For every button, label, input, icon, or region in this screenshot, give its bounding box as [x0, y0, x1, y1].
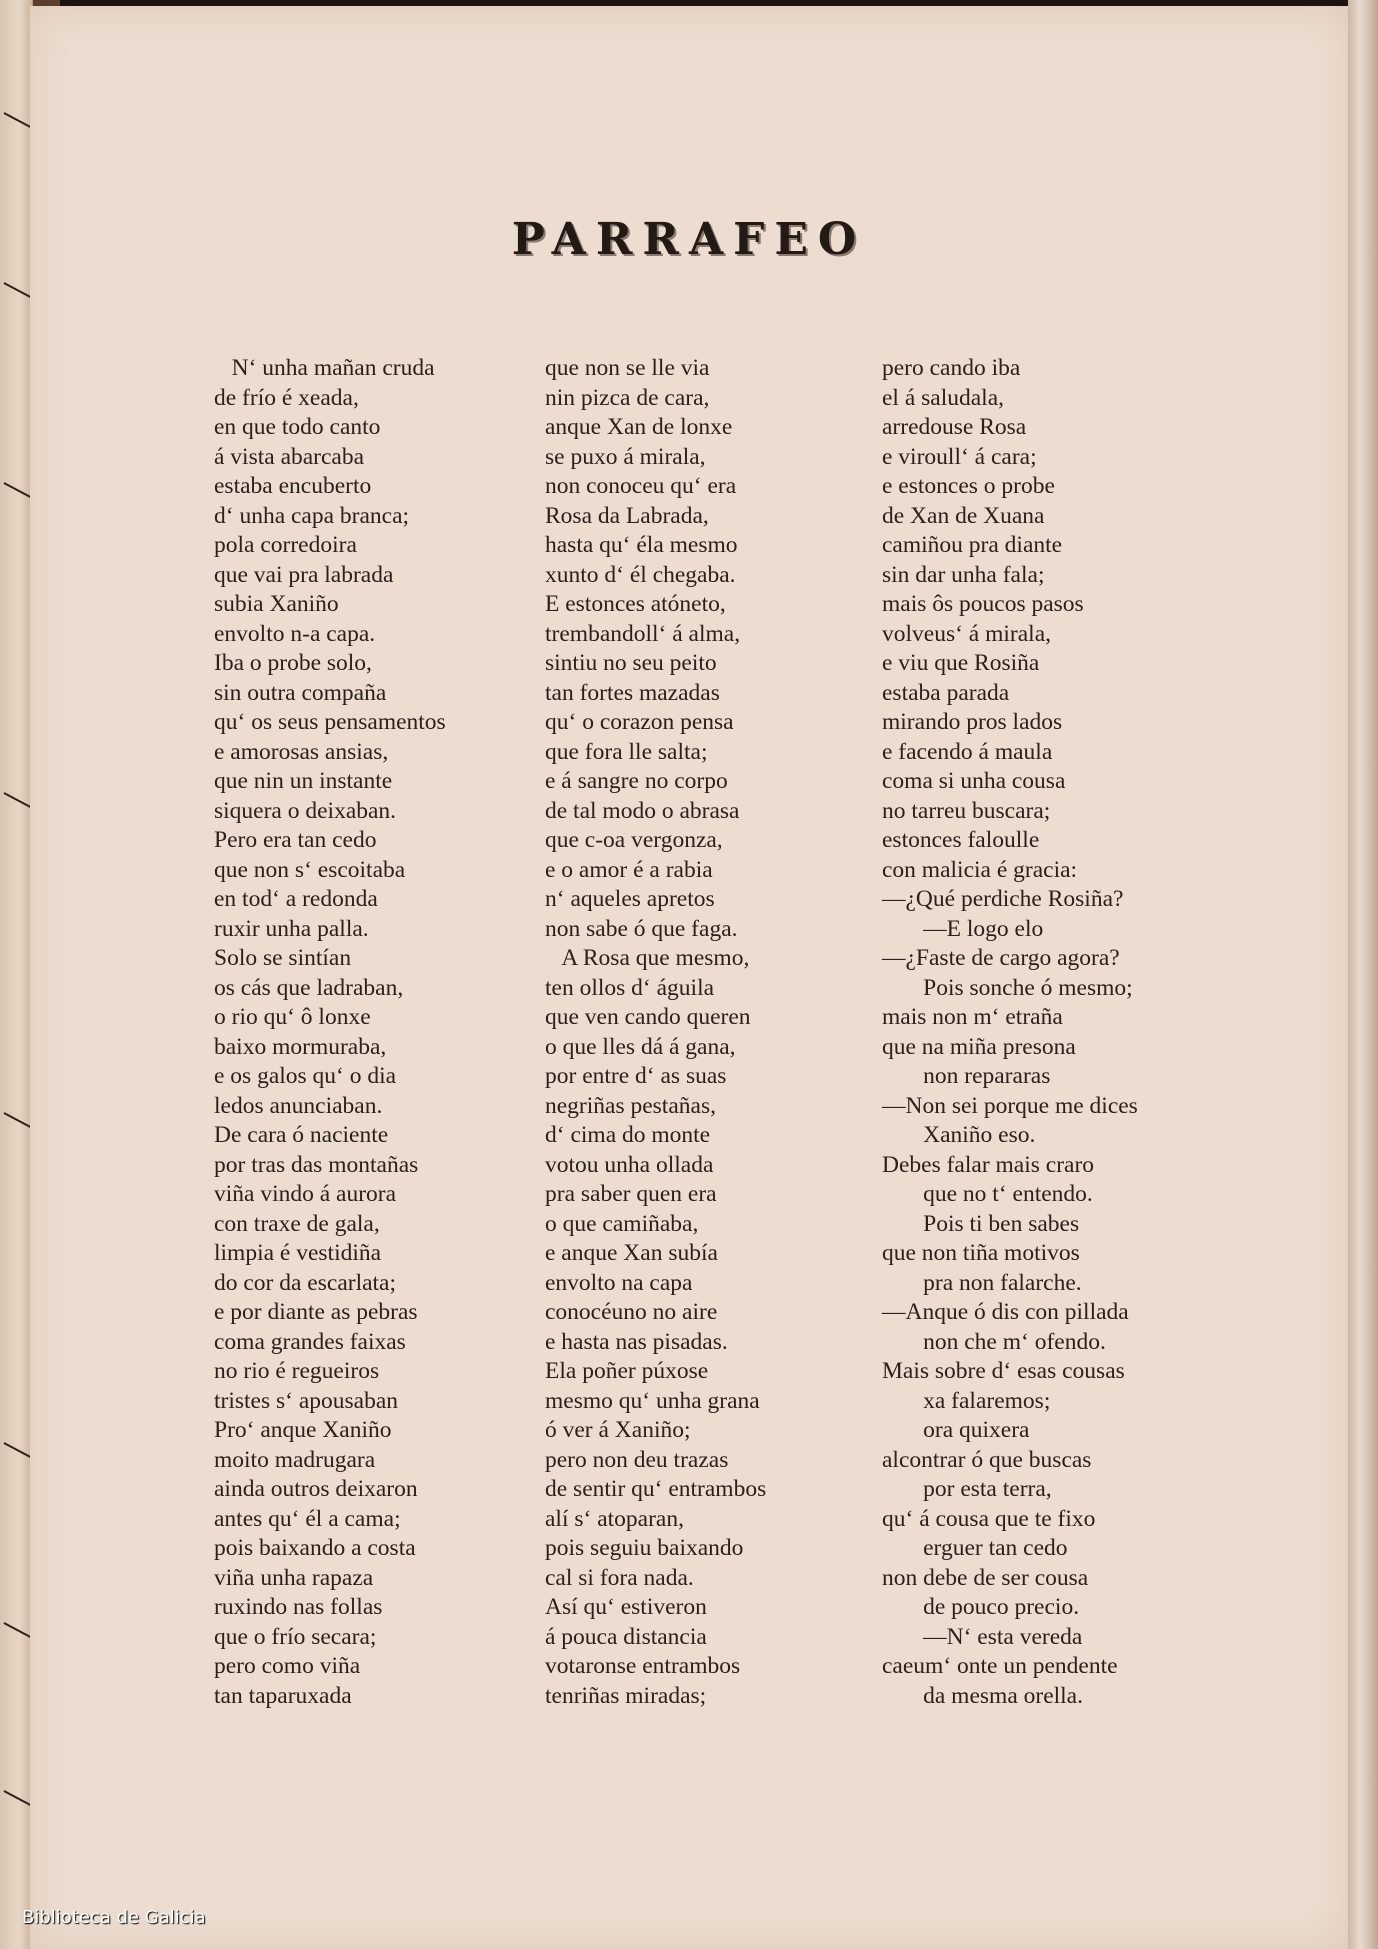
poem-line: por tras das montañas: [214, 1151, 419, 1178]
poem-line: e por diante as pebras: [214, 1299, 418, 1325]
poem-line: en que todo canto: [214, 414, 381, 440]
poem-line: tan fortes mazadas: [545, 679, 720, 706]
poem-line: —N‘ esta vereda: [882, 1623, 1083, 1650]
poem-line: que vai pra labrada: [214, 561, 394, 588]
document-page: [30, 6, 1348, 1949]
poem-column-3: [882, 354, 1138, 1711]
poem-line: viña unha rapaza: [214, 1564, 374, 1591]
poem-line: arredouse Rosa: [882, 414, 1027, 440]
poem-line: estaba parada: [882, 679, 1010, 706]
poem-line: que no t‘ entendo.: [882, 1181, 1093, 1207]
poem-line: estonces faloulle: [882, 827, 1040, 853]
poem-line: que c-oa vergonza,: [545, 827, 723, 853]
poem-line: e facendo á maula: [882, 738, 1053, 765]
poem-line: Pois ti ben sabes: [882, 1210, 1080, 1237]
poem-line: que nin un instante: [214, 768, 393, 794]
poem-line: de frío é xeada,: [214, 384, 359, 411]
poem-line: no rio é regueiros: [214, 1358, 380, 1384]
poem-line: Pois sonche ó mesmo;: [882, 974, 1133, 1001]
poem-line: pra saber quen era: [545, 1181, 717, 1207]
poem-line: coma si unha cousa: [882, 768, 1066, 794]
poem-line: anque Xan de lonxe: [545, 414, 733, 440]
poem-column-1: [214, 354, 446, 1711]
book-binding: [0, 0, 33, 1949]
poem-line: pois seguiu baixando: [545, 1535, 744, 1561]
poem-line: envolto n-a capa.: [214, 620, 376, 647]
poem-line: mais non m‘ etraña: [882, 1004, 1063, 1030]
poem-line: n‘ aqueles apretos: [545, 886, 715, 912]
poem-line: qu‘ o corazon pensa: [545, 709, 734, 735]
poem-line: con malicia é gracia:: [882, 856, 1078, 883]
poem-line: subia Xaniño: [214, 591, 339, 617]
poem-line: pero non deu trazas: [545, 1446, 729, 1473]
poem-line: alcontrar ó que buscas: [882, 1446, 1092, 1473]
poem-line: ledos anunciaban.: [214, 1092, 383, 1119]
poem-line: por esta terra,: [882, 1476, 1052, 1502]
poem-line: e á sangre no corpo: [545, 768, 728, 794]
poem-line: pola corredoira: [214, 532, 357, 558]
poem-line: Solo se sintían: [214, 945, 352, 971]
poem-line: non debe de ser cousa: [882, 1564, 1089, 1591]
poem-line: que non tiña motivos: [882, 1240, 1080, 1266]
poem-line: sin outra compaña: [214, 679, 387, 706]
poem-line: e viroull‘ á cara;: [882, 443, 1037, 470]
poem-line: non che m‘ ofendo.: [882, 1328, 1106, 1355]
poem-line: hasta qu‘ éla mesmo: [545, 532, 738, 558]
poem-line: votou unha ollada: [545, 1151, 714, 1178]
poem-line: nin pizca de cara,: [545, 384, 710, 411]
poem-line: d‘ cima do monte: [545, 1122, 711, 1148]
poem-line: de pouco precio.: [882, 1594, 1080, 1620]
poem-line: pra non falarche.: [882, 1269, 1082, 1296]
poem-line: viña vindo á aurora: [214, 1181, 397, 1207]
poem-line: á pouca distancia: [545, 1623, 707, 1650]
poem-line: mesmo qu‘ unha grana: [545, 1387, 760, 1414]
poem-line: —¿Faste de cargo agora?: [882, 945, 1120, 971]
poem-line: mirando pros lados: [882, 709, 1063, 735]
poem-line: e o amor é a rabia: [545, 856, 713, 883]
poem-line: tenriñas miradas;: [545, 1682, 707, 1709]
poem-line: que non s‘ escoitaba: [214, 856, 406, 883]
poem-line: da mesma orella.: [882, 1682, 1083, 1709]
poem-line: que o frío secara;: [214, 1623, 377, 1650]
poem-line: pero como viña: [214, 1653, 361, 1679]
poem-line: ó ver á Xaniño;: [545, 1417, 691, 1443]
poem-line: que non se lle via: [545, 355, 710, 381]
poem-line: A Rosa que mesmo,: [545, 945, 750, 971]
poem-line: que fora lle salta;: [545, 738, 708, 765]
poem-line: que na miña presona: [882, 1033, 1076, 1060]
poem-line: Xaniño eso.: [882, 1122, 1036, 1148]
poem-line: qu‘ á cousa que te fixo: [882, 1505, 1096, 1532]
poem-line: cal si fora nada.: [545, 1564, 694, 1591]
poem-line: e os galos qu‘ o dia: [214, 1063, 397, 1089]
poem-line: pero cando iba: [882, 355, 1021, 381]
poem-line: votaronse entrambos: [545, 1653, 741, 1679]
poem-line: que ven cando queren: [545, 1004, 751, 1030]
poem-line: N‘ unha mañan cruda: [214, 355, 435, 381]
poem-line: envolto na capa: [545, 1269, 693, 1296]
poem-line: E estonces atóneto,: [545, 591, 726, 617]
poem-line: o rio qu‘ ô lonxe: [214, 1004, 371, 1030]
page-edge: [1348, 0, 1378, 1949]
poem-line: e hasta nas pisadas.: [545, 1328, 728, 1355]
poem-line: volveus‘ á mirala,: [882, 620, 1052, 647]
poem-line: o que camiñaba,: [545, 1210, 699, 1237]
poem-line: de tal modo o abrasa: [545, 797, 740, 824]
poem-line: á vista abarcaba: [214, 443, 365, 470]
poem-line: qu‘ os seus pensamentos: [214, 709, 446, 735]
poem-title: PARRAFEO: [511, 214, 867, 265]
poem-line: non sabe ó que faga.: [545, 915, 738, 942]
poem-line: De cara ó naciente: [214, 1122, 389, 1148]
poem-line: —Non sei porque me dices: [882, 1092, 1138, 1119]
poem-line: trembandoll‘ á alma,: [545, 620, 741, 647]
poem-line: ainda outros deixaron: [214, 1476, 418, 1502]
poem-line: tristes s‘ apousaban: [214, 1387, 399, 1414]
poem-line: antes qu‘ él a cama;: [214, 1505, 401, 1532]
poem-line: e anque Xan subía: [545, 1240, 718, 1266]
poem-line: ruxir unha palla.: [214, 915, 369, 942]
poem-line: sintiu no seu peito: [545, 650, 717, 676]
poem-line: xa falaremos;: [882, 1387, 1051, 1414]
poem-line: d‘ unha capa branca;: [214, 502, 410, 529]
poem-line: erguer tan cedo: [882, 1535, 1068, 1561]
poem-line: e viu que Rosiña: [882, 650, 1040, 676]
poem-line: siquera o deixaban.: [214, 797, 397, 824]
poem-line: coma grandes faixas: [214, 1328, 406, 1355]
poem-line: estaba encuberto: [214, 473, 372, 499]
poem-line: sin dar unha fala;: [882, 561, 1045, 588]
poem-line: Debes falar mais craro: [882, 1151, 1095, 1178]
poem-line: tan taparuxada: [214, 1682, 352, 1709]
poem-line: Rosa da Labrada,: [545, 502, 709, 529]
poem-line: ruxindo nas follas: [214, 1594, 383, 1620]
poem-line: caeum‘ onte un pendente: [882, 1653, 1118, 1679]
poem-line: se puxo á mirala,: [545, 443, 706, 470]
poem-line: alí s‘ atoparan,: [545, 1505, 684, 1532]
poem-line: —E logo elo: [882, 915, 1044, 942]
poem-line: e amorosas ansias,: [214, 738, 389, 765]
poem-line: os cás que ladraban,: [214, 974, 404, 1001]
poem-line: de Xan de Xuana: [882, 502, 1045, 529]
poem-line: —¿Qué perdiche Rosiña?: [882, 886, 1124, 912]
poem-line: Iba o probe solo,: [214, 650, 372, 676]
poem-line: Mais sobre d‘ esas cousas: [882, 1358, 1125, 1384]
poem-line: el á saludala,: [882, 384, 1005, 411]
poem-line: conocéuno no aire: [545, 1299, 718, 1325]
poem-line: con traxe de gala,: [214, 1210, 380, 1237]
poem-line: xunto d‘ él chegaba.: [545, 561, 736, 588]
poem-line: no tarreu buscara;: [882, 797, 1051, 824]
poem-line: non conoceu qu‘ era: [545, 473, 737, 499]
poem-line: en tod‘ a redonda: [214, 886, 378, 912]
poem-line: o que lles dá á gana,: [545, 1033, 736, 1060]
poem-line: por entre d‘ as suas: [545, 1063, 727, 1089]
poem-line: ten ollos d‘ águila: [545, 974, 715, 1001]
poem-line: Pro‘ anque Xaniño: [214, 1417, 392, 1443]
poem-line: moito madrugara: [214, 1446, 376, 1473]
poem-line: do cor da escarlata;: [214, 1269, 397, 1296]
poem-line: negriñas pestañas,: [545, 1092, 716, 1119]
poem-line: ora quixera: [882, 1417, 1030, 1443]
poem-line: Ela poñer púxose: [545, 1358, 709, 1384]
library-watermark: Biblioteca de Galicia: [22, 1907, 206, 1928]
poem-line: mais ôs poucos pasos: [882, 591, 1084, 617]
poem-line: e estonces o probe: [882, 473, 1055, 499]
poem-line: limpia é vestidiña: [214, 1240, 382, 1266]
poem-line: camiñou pra diante: [882, 532, 1063, 558]
poem-line: non repararas: [882, 1063, 1051, 1089]
poem-line: —Anque ó dis con pillada: [882, 1299, 1129, 1325]
poem-line: de sentir qu‘ entrambos: [545, 1476, 767, 1502]
poem-line: baixo mormuraba,: [214, 1033, 387, 1060]
poem-line: Así qu‘ estiveron: [545, 1594, 707, 1620]
poem-line: pois baixando a costa: [214, 1535, 416, 1561]
poem-column-2: [545, 354, 766, 1711]
poem-line: Pero era tan cedo: [214, 827, 377, 853]
